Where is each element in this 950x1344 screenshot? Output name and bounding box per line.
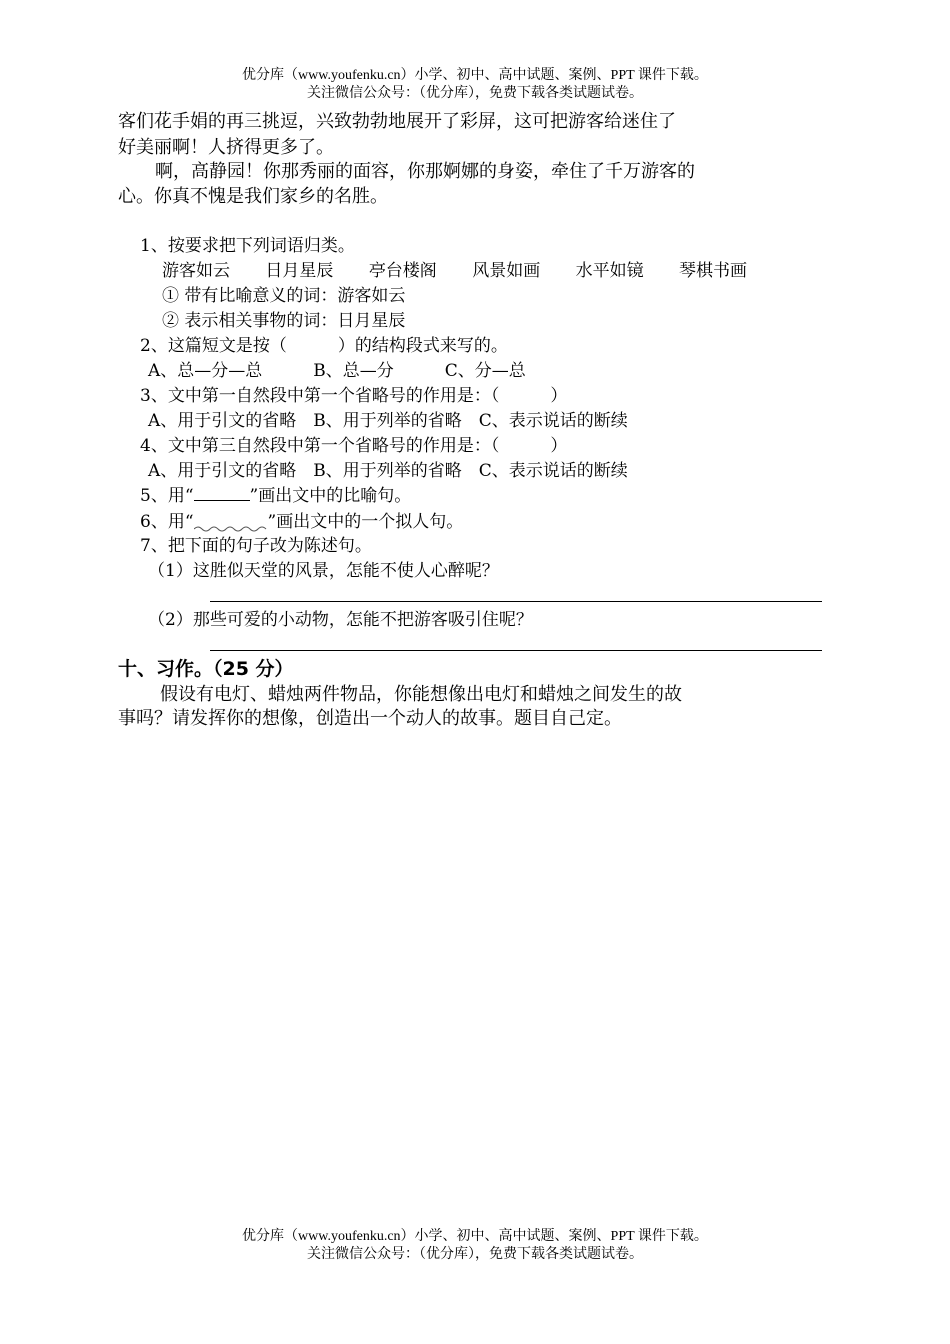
footer-line-2: 关注微信公众号：（优分库），免费下载各类试题试卷。 [307, 1247, 643, 1262]
question-2: 2、这篇短文是按（ ）的结构段式来写的。 [140, 336, 508, 356]
question-3: 3、文中第一自然段中第一个省略号的作用是：（ ） [140, 386, 568, 406]
word-list [162, 259, 747, 283]
header-line-1: 优分库（www.youfenku.cn）小学、初中、高中试题、案例、PPT 课件下载。 [242, 68, 708, 83]
options-line: A、用于引文的省略 B、用于列举的省略 C、表示说话的断续 [148, 411, 628, 431]
question-1: 1、按要求把下列词语归类。 [140, 236, 355, 256]
section-title: 十、习作。（25 分） [118, 658, 294, 680]
straight-underline-mark [194, 486, 250, 501]
question-7-1: （1）这胜似天堂的风景，怎能不使人心醉呢？ [148, 561, 499, 581]
answer-line: ② 表示相关事物的词：日月星辰 [162, 311, 406, 331]
question-5-suffix: ”画出文中的比喻句。 [249, 486, 412, 506]
passage-line: 好美丽啊！人挤得更多了。 [118, 137, 334, 158]
answer-rule [210, 601, 822, 602]
word-item: 游客如云 [162, 261, 230, 281]
word-item: 琴棋书画 [679, 261, 748, 281]
section-body-line: 假设有电灯、蜡烛两件物品，你能想像出电灯和蜡烛之间发生的故 [160, 684, 682, 705]
options-line: A、总—分—总 B、总—分 C、分—总 [148, 361, 526, 381]
answer-line: ① 带有比喻意义的词：游客如云 [162, 286, 406, 306]
question-4: 4、文中第三自然段中第一个省略号的作用是：（ ） [140, 436, 568, 456]
question-6-suffix: ”画出文中的一个拟人句。 [267, 512, 464, 532]
question-6 [140, 509, 463, 534]
passage-line: 心。你真不愧是我们家乡的名胜。 [118, 186, 388, 207]
word-item: 水平如镜 [575, 261, 644, 281]
question-5 [140, 484, 411, 508]
question-7: 7、把下面的句子改为陈述句。 [140, 536, 372, 556]
passage-line: 客们花手娟的再三挑逗，兴致勃勃地展开了彩屏，这可把游客给迷住了 [118, 111, 676, 132]
options-line: A、用于引文的省略 B、用于列举的省略 C、表示说话的断续 [148, 461, 628, 481]
wavy-underline-mark [194, 509, 268, 527]
answer-rule [210, 650, 822, 651]
question-7-2: （2）那些可爱的小动物，怎能不把游客吸引住呢？ [148, 610, 533, 630]
word-item: 亭台楼阁 [368, 261, 437, 281]
footer-line-1: 优分库（www.youfenku.cn）小学、初中、高中试题、案例、PPT 课件下载。 [242, 1229, 708, 1244]
section-body-line: 事吗？请发挥你的想像，创造出一个动人的故事。题目自己定。 [118, 708, 622, 729]
word-item: 日月星辰 [265, 261, 334, 281]
header-line-2: 关注微信公众号：（优分库），免费下载各类试题试卷。 [307, 86, 643, 101]
word-item: 风景如画 [472, 261, 541, 281]
question-5-prefix: 5、用“ [140, 486, 194, 506]
passage-line: 啊，高静园！你那秀丽的面容，你那婀娜的身姿，牵住了千万游客的 [155, 161, 695, 182]
question-6-prefix: 6、用“ [140, 512, 194, 532]
